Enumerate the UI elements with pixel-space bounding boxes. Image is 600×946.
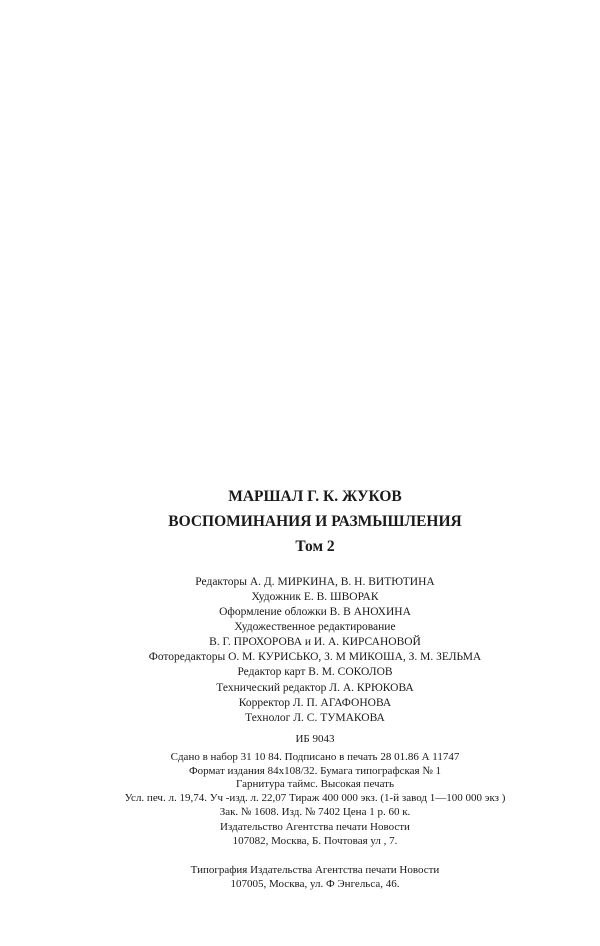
author-heading: МАРШАЛ Г. К. ЖУКОВ <box>228 488 402 505</box>
print-info-line: Формат издания 84x108/32. Бумага типографская № 1 <box>188 765 442 777</box>
volume-label: Том 2 <box>295 538 335 555</box>
credit-line: Технический редактор Л. А. КРЮКОВА <box>216 682 414 694</box>
publisher-name: Издательство Агентства печати Новости <box>220 821 410 833</box>
credit-line: Технолог Л. С. ТУМАКОВА <box>245 712 385 724</box>
credit-line: Фоторедакторы О. М. КУРИСЬКО, З. М МИКОША, З. М. ЗЕЛЬМА <box>148 651 482 663</box>
credit-line: Оформление обложки В. В АНОХИНА <box>219 606 411 618</box>
credit-line: В. Г. ПРОХОРОВА и И. А. КИРСАНОВОЙ <box>209 636 421 648</box>
credit-line: Редактор карт В. М. СОКОЛОВ <box>237 666 393 678</box>
print-info-line: Гарнитура таймс. Высокая печать <box>235 778 395 790</box>
ib-number: ИБ 9043 <box>295 733 335 745</box>
printer-name: Типография Издательства Агентства печати Новости <box>190 864 440 876</box>
print-info-line: Сдано в набор 31 10 84. Подписано в печать 28 01.86 А 11747 <box>170 751 460 763</box>
print-info-line: Зак. № 1608. Изд. № 7402 Цена 1 р. 60 к. <box>219 806 411 818</box>
print-info-line: Усл. печ. л. 19,74. Уч -изд. л. 22,07 Тираж 400 000 экз. (1-й завод 1—100 000 экз ) <box>124 792 506 804</box>
publisher-address: 107082, Москва, Б. Почтовая ул , 7. <box>232 835 398 847</box>
credit-line: Художник Е. В. ШВОРАК <box>251 591 379 603</box>
credit-line: Редакторы А. Д. МИРКИНА, В. Н. ВИТЮТИНА <box>195 576 435 588</box>
credit-line: Художественное редактирование <box>234 621 396 633</box>
credit-line: Корректор Л. П. АГАФОНОВА <box>238 697 392 709</box>
printer-address: 107005, Москва, ул. Ф Энгельса, 46. <box>230 878 400 890</box>
book-title: ВОСПОМИНАНИЯ И РАЗМЫШЛЕНИЯ <box>168 513 462 530</box>
